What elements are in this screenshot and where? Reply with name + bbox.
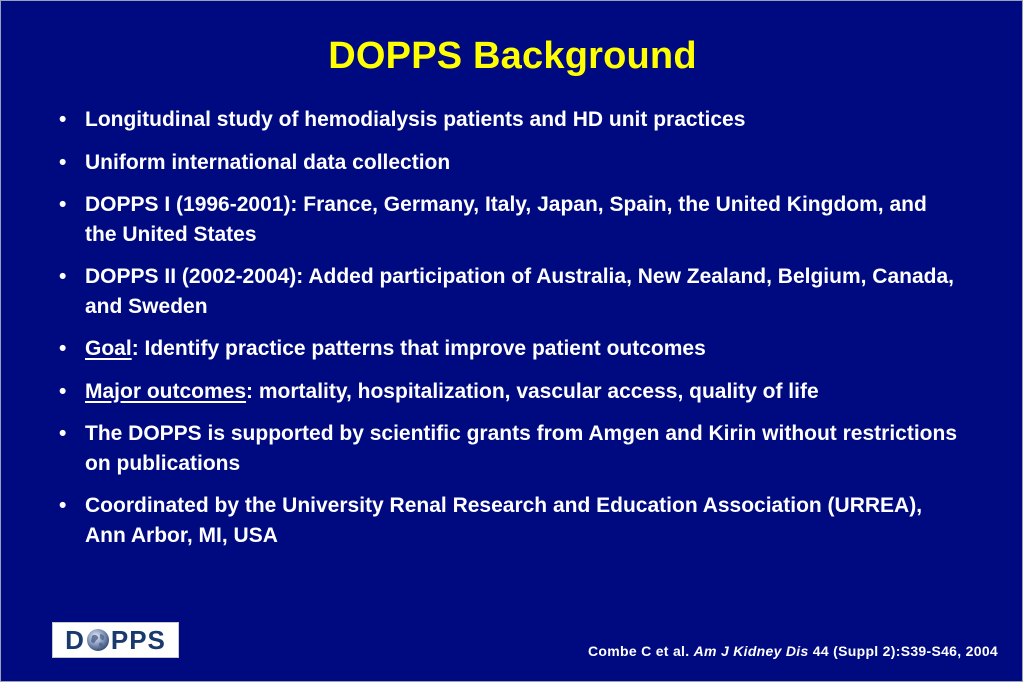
citation-prefix: Combe C et al. [587, 643, 694, 659]
bullet-item [59, 105, 959, 135]
bullet-icon: • [59, 422, 67, 445]
bullet-item [59, 491, 959, 550]
bullet-icon: • [59, 265, 67, 288]
bullet-text: : Identify practice patterns that improve patient outcomes [131, 337, 706, 360]
globe-icon [86, 628, 110, 652]
bullet-item [59, 262, 959, 321]
logo-text-right: PPS [110, 624, 166, 655]
bullet-icon: • [59, 337, 67, 360]
bullet-text: : mortality, hospitalization, vascular access, quality of life [246, 379, 819, 403]
major-outcomes-label: Major outcomes [85, 379, 247, 403]
bullet-item [59, 148, 959, 178]
bullet-item [59, 419, 959, 478]
dopps-logo [52, 622, 179, 658]
slide-title: DOPPS Background [328, 35, 697, 77]
logo-text-left: D [65, 624, 85, 655]
bullet-item [59, 190, 959, 249]
bullet-icon: • [59, 108, 67, 131]
bullet-text: The DOPPS is supported by scientific grants from Amgen and Kirin without restrictions on publications [85, 422, 958, 475]
bullet-text: Uniform international data collection [85, 150, 451, 174]
citation-journal: Am J Kidney Dis [693, 643, 809, 659]
citation [588, 643, 998, 659]
bullet-icon: • [59, 193, 67, 216]
bullet-icon: • [59, 379, 67, 403]
bullet-item [59, 377, 959, 407]
bullet-icon: • [59, 494, 67, 517]
bullet-text: DOPPS II (2002-2004): Added participation of Australia, New Zealand, Belgium, Canada, and Sweden [85, 265, 954, 318]
bullet-icon: • [59, 150, 67, 174]
bullet-text: DOPPS I (1996-2001): France, Germany, Italy, Japan, Spain, the United Kingdom, and the United States [85, 193, 927, 246]
bullet-text: Coordinated by the University Renal Research and Education Association (URREA), Ann Arbor, MI, USA [85, 494, 923, 547]
citation-suffix: 44 (Suppl 2):S39-S46, 2004 [808, 643, 998, 659]
bullet-list [59, 105, 959, 563]
goal-label: Goal [85, 337, 132, 360]
bullet-item [59, 334, 959, 364]
bullet-text: Longitudinal study of hemodialysis patients and HD unit practices [85, 108, 746, 131]
